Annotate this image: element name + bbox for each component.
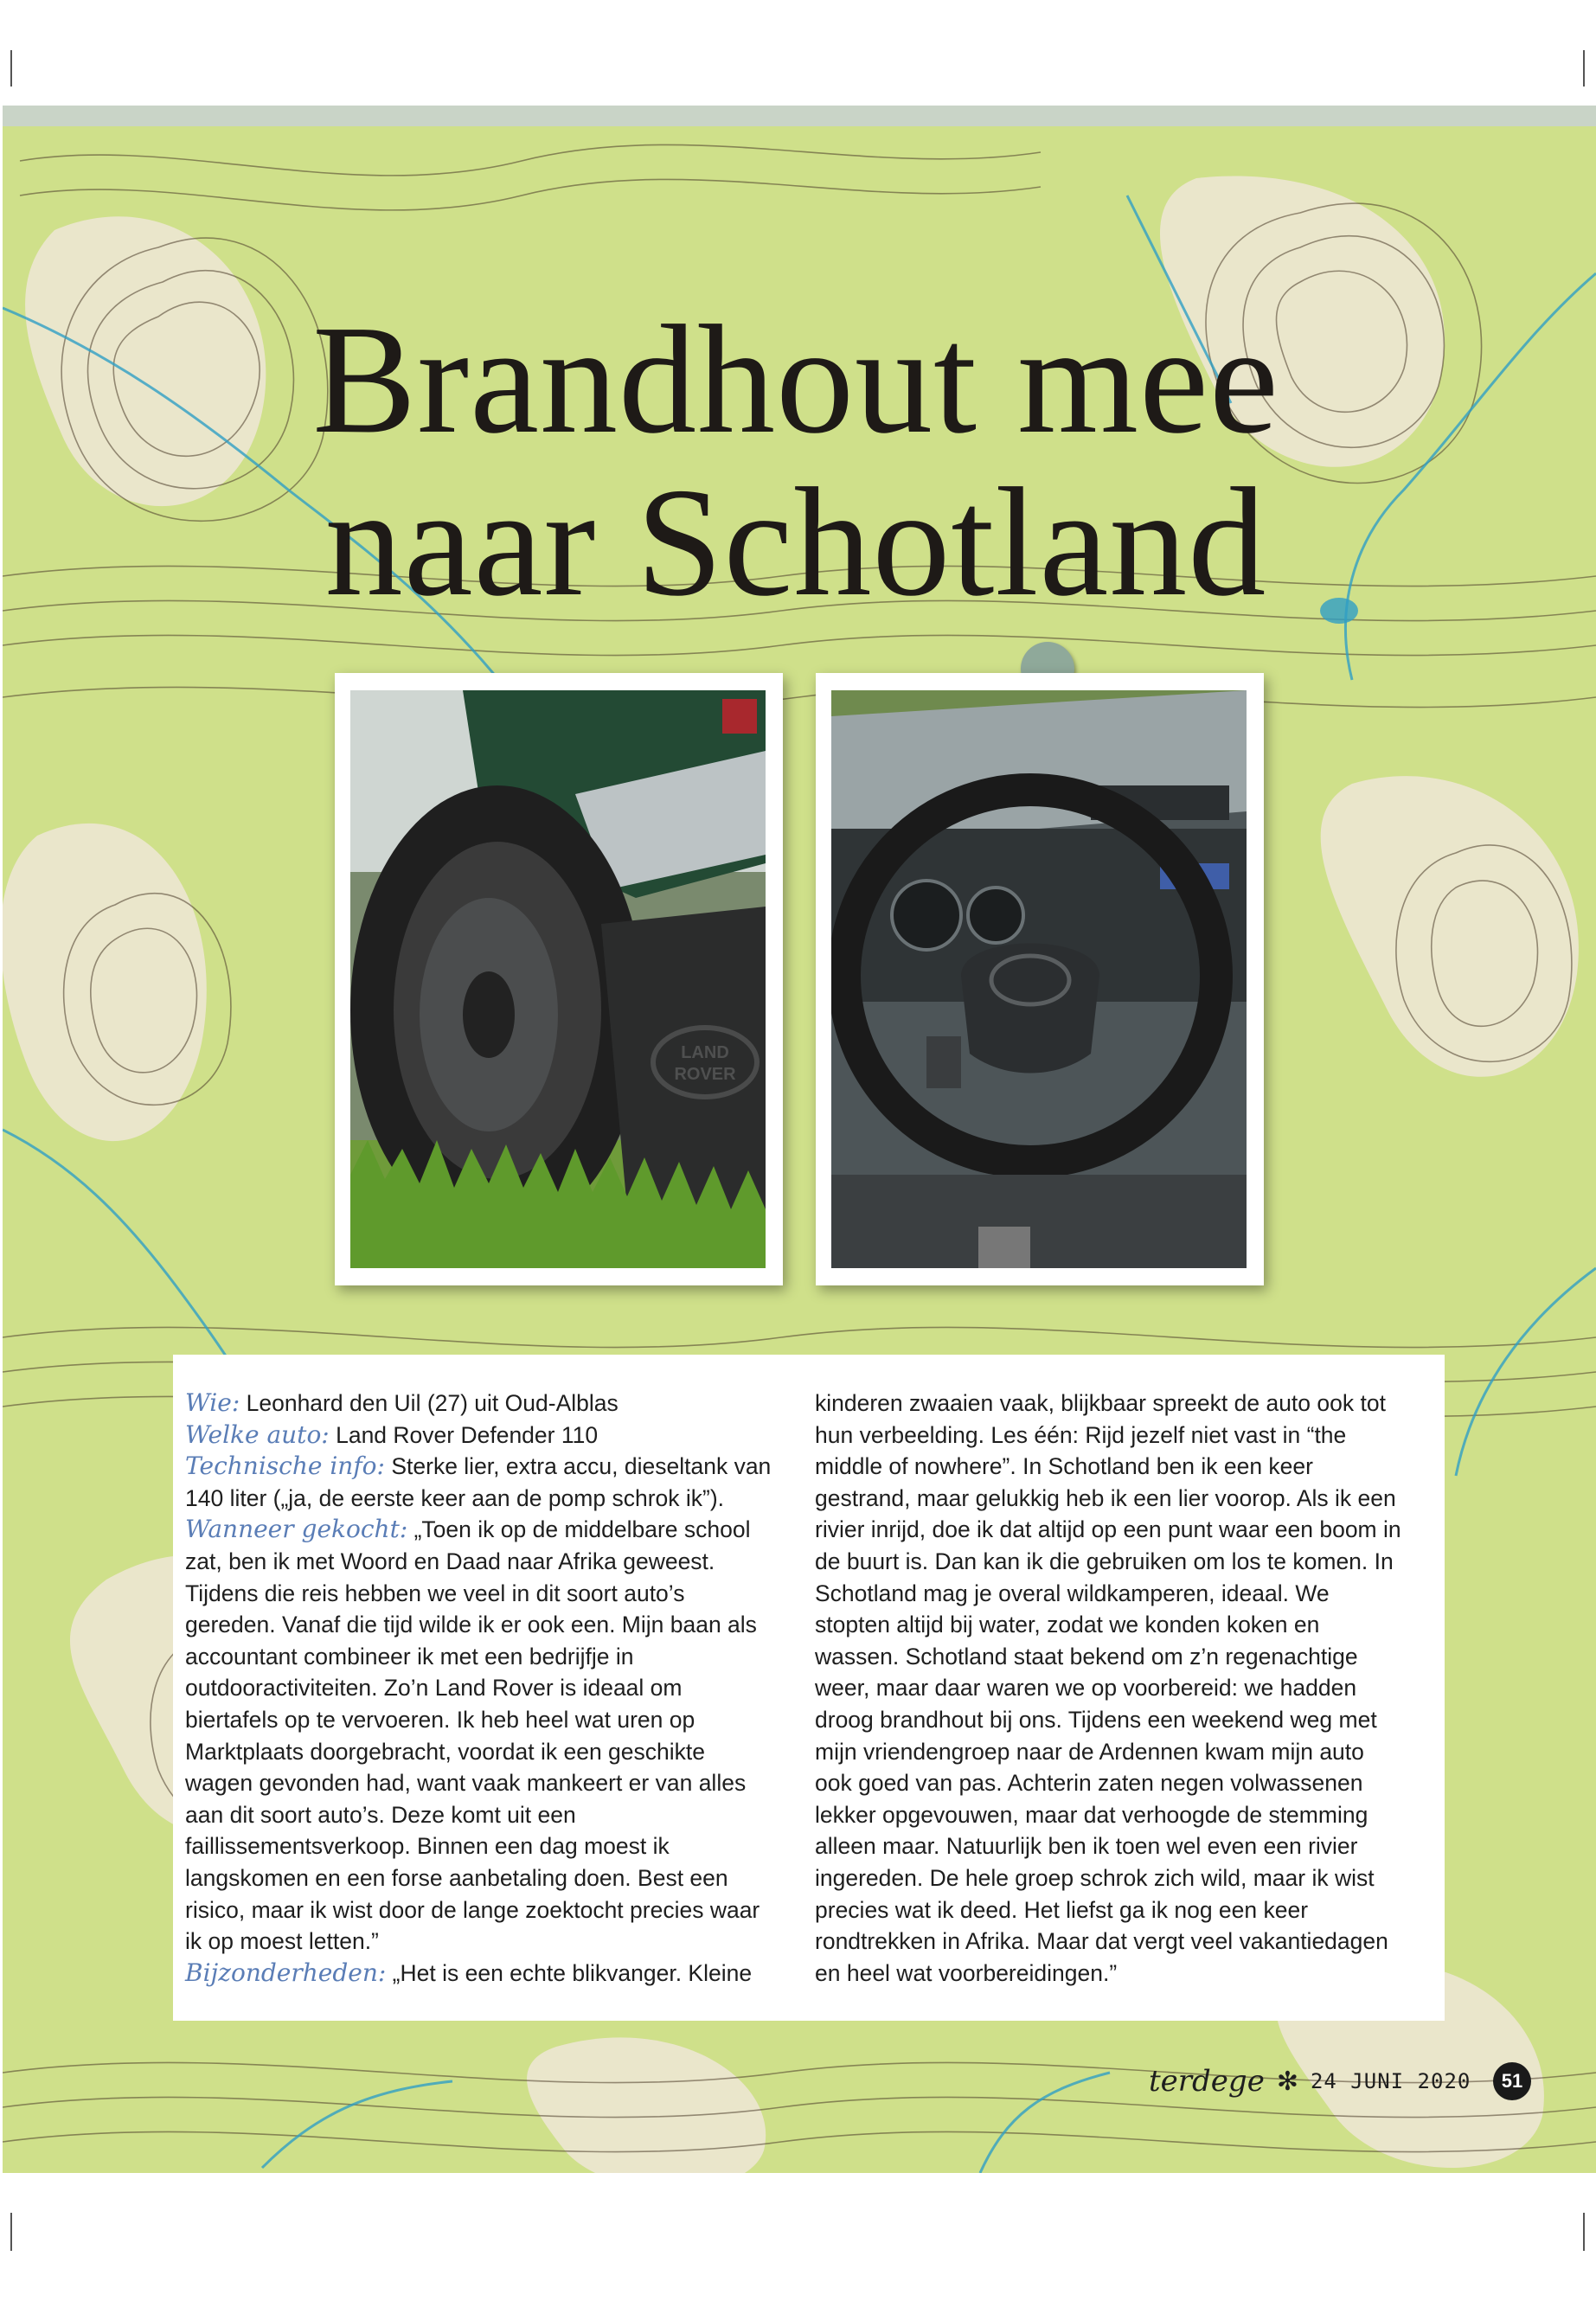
mudflap-logo-line-2: ROVER (674, 1065, 736, 1084)
label-bijzonderheden: Bijzonderheden: (185, 1958, 387, 1987)
label-wie: Wie: (185, 1388, 240, 1417)
title-line-2: naar Schotland (324, 456, 1267, 628)
text-wanneer-gekocht: „Toen ik op de middelbare school zat, ben ik met Woord en Daad naar Afrika geweest. Tijdens die reis hebben we veel in dit soort auto’s gereden. Vanaf die tijd wilde ik er ook een. Mijn baan als accountant combineer ik met een bedrijfje in outdooractiviteiten. Zo’n Land Rover is ideaal om biertafels op te vervoeren. Ik heb heel wat uren op Marktplaats doorgebracht, voordat ik een geschikte wagen gevonden had, want vaak mankeert er van alles aan dit soort auto’s. Deze komt uit een faillissementsverkoop. Binnen een dag moest ik langskomen en een forse aanbetaling doen. Best een risico, maar ik wist door de lange zoektocht precies waar ik op moest letten.” (185, 1516, 760, 1955)
crop-mark-top-left (10, 50, 12, 87)
title-line-1: Brandhout mee (312, 293, 1279, 465)
text-technische-info: Sterke lier, extra accu, dieseltank van 140 liter („ja, de eerste keer aan de pomp schrok ik”). (185, 1453, 772, 1511)
crop-mark-bottom-left (10, 2213, 12, 2251)
top-color-band (3, 106, 1596, 126)
article-text-box (173, 1355, 1445, 2021)
text-wie: Leonhard den Uil (27) uit Oud-Alblas (240, 1390, 619, 1416)
article-column-left (185, 1388, 773, 1989)
text-bijzonderheden-start: „Het is een echte blikvanger. Kleine (386, 1959, 753, 1986)
mudflap-logo-line-1: LAND (681, 1043, 729, 1062)
tire-image (350, 690, 766, 1268)
crop-mark-top-right (1583, 50, 1585, 87)
page-number: 51 (1493, 2062, 1531, 2100)
page-title (173, 293, 1419, 628)
steering-wheel-image (831, 690, 1247, 1268)
issue-date: 24 JUNI 2020 (1310, 2069, 1471, 2093)
magazine-brand: terdege (1149, 2064, 1265, 2099)
article-column-right (815, 1388, 1403, 1989)
text-bijzonderheden: kinderen zwaaien vaak, blijkbaar spreekt de auto ook tot hun verbeelding. Les één: Rijd jezelf niet vast in “the middle of nowhere”. In Schotland ben ik een keer gestrand, maar gelukkig heb ik een lier voorop. Als ik een rivier inrijd, doe ik dat altijd op een punt waar een boom in de buurt is. Dan kan ik die gebruiken om los te komen. In Schotland mag je overal wildkamperen, ideaal. We stopten altijd bij water, zodat we konden koken en wassen. Schotland staat bekend om z’n regenachtige weer, maar daar waren we op voorbereid: we hadden droog brandhout bij ons. Tijdens een weekend weg met mijn vriendengroep naar de Ardennen kwam mijn auto ook goed van pas. Achterin zaten negen volwassenen lekker opgevouwen, maar dat verhoogde de stemming alleen maar. Natuurlijk ben ik toen wel even een rivier ingereden. De hele groep schrok zich wild, maar ik wist precies wat ik deed. Het liefst ga ik nog een keer rondtrekken in Afrika. Maar dat vergt veel vakantiedagen en heel wat voorbereidingen.” (815, 1390, 1401, 1986)
text-welke-auto: Land Rover Defender 110 (329, 1421, 599, 1448)
steering-wheel-photo (816, 673, 1264, 1285)
star-separator-icon: ✻ (1276, 2067, 1298, 2096)
label-wanneer-gekocht: Wanneer gekocht: (185, 1515, 408, 1544)
tire-photo (335, 673, 783, 1285)
page-footer (1149, 2062, 1471, 2100)
crop-mark-bottom-right (1583, 2213, 1585, 2251)
label-technische-info: Technische info: (185, 1452, 385, 1481)
label-welke-auto: Welke auto: (185, 1420, 330, 1449)
